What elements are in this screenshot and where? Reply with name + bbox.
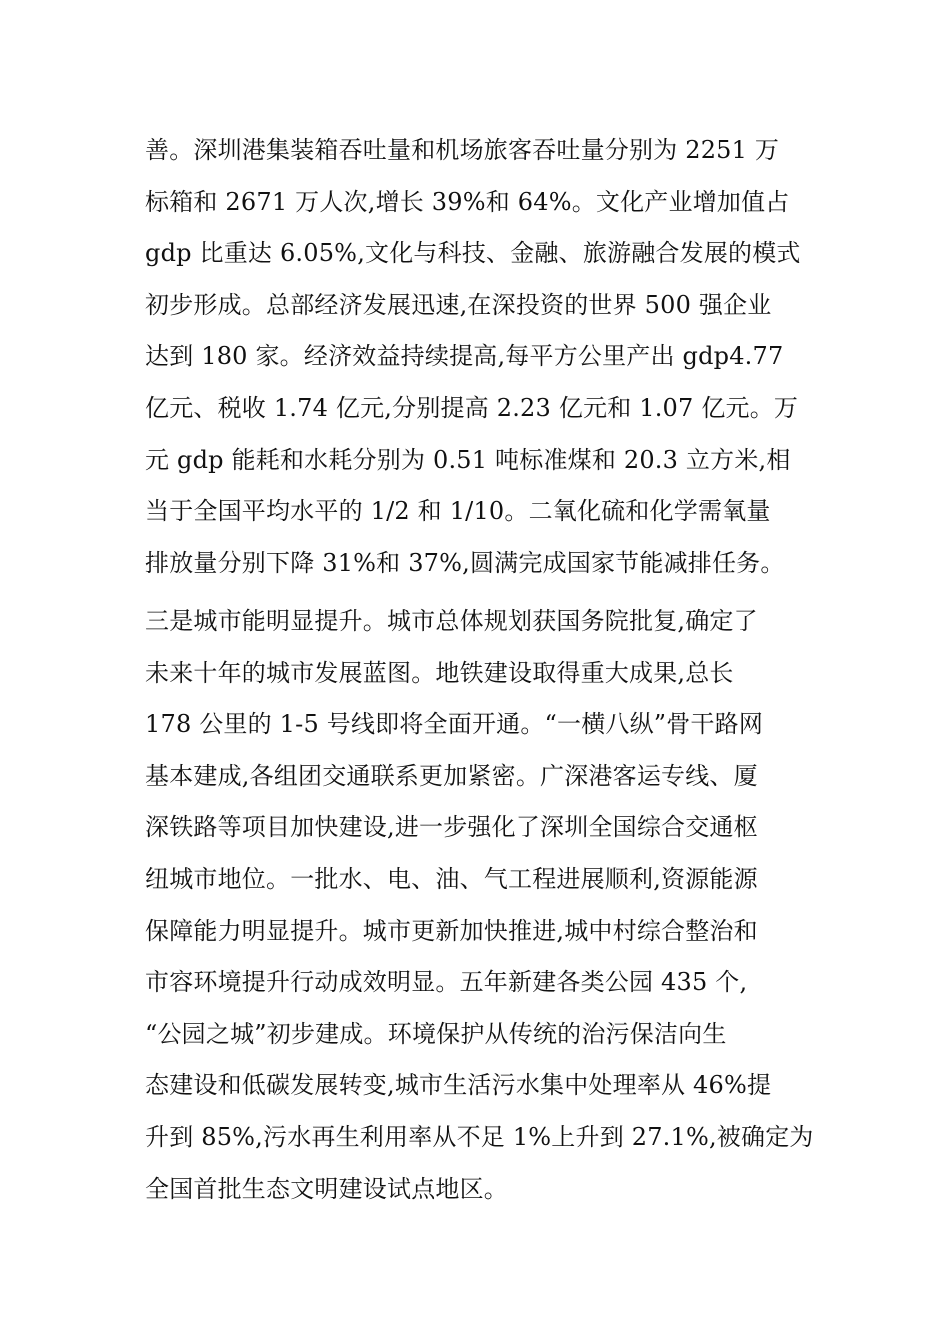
text-line: “公园之城”初步建成。环境保护从传统的治污保洁向生 (145, 1019, 727, 1048)
text-line: 保障能力明显提升。城市更新加快推进,城中村综合整治和 (145, 916, 758, 945)
text-line: 三是城市能明显提升。城市总体规划获国务院批复,确定了 (145, 607, 758, 635)
text-line: 全国首批生态文明建设试点地区。 (145, 1174, 508, 1203)
text-line: 未来十年的城市发展蓝图。地铁建设取得重大成果,总长 (145, 658, 734, 687)
text-line: 纽城市地位。一批水、电、油、气工程进展顺利,资源能源 (145, 864, 758, 893)
text-line: 基本建成,各组团交通联系更加紧密。广深港客运专线、厦 (145, 761, 758, 790)
text-line: 善。深圳港集装箱吞吐量和机场旅客吞吐量分别为 2251 万 (145, 136, 780, 164)
text-line: 态建设和低碳发展转变,城市生活污水集中处理率从 46%提 (145, 1071, 772, 1100)
text-line: 升到 85%,污水再生利用率从不足 1%上升到 27.1%,被确定为 (145, 1122, 814, 1151)
text-line: 深铁路等项目加快建设,进一步强化了深圳全国综合交通枢 (145, 813, 758, 842)
text-line: 亿元、税收 1.74 亿元,分别提高 2.23 亿元和 1.07 亿元。万 (145, 393, 799, 422)
paragraph-economy (145, 133, 825, 597)
text-line: 元 gdp 能耗和水耗分别为 0.51 吨标准煤和 20.3 立方米,相 (145, 445, 791, 474)
text-line: 178 公里的 1-5 号线即将全面开通。“一横八纵”骨干路网 (145, 710, 764, 739)
text-line: gdp 比重达 6.05%,文化与科技、金融、旅游融合发展的模式 (145, 239, 801, 268)
text-line: 当于全国平均水平的 1/2 和 1/10。二氧化硫和化学需氧量 (145, 497, 771, 526)
text-line: 排放量分别下降 31%和 37%,圆满完成国家节能减排任务。 (145, 548, 785, 577)
text-line: 标箱和 2671 万人次,增长 39%和 64%。文化产业增加值占 (145, 187, 790, 216)
text-line: 达到 180 家。经济效益持续提高,每平方公里产出 gdp4.77 (145, 342, 784, 371)
text-line: 初步形成。总部经济发展迅速,在深投资的世界 500 强企业 (145, 290, 772, 319)
paragraph-city-capability (145, 604, 825, 1223)
text-line: 市容环境提升行动成效明显。五年新建各类公园 435 个, (145, 968, 748, 997)
